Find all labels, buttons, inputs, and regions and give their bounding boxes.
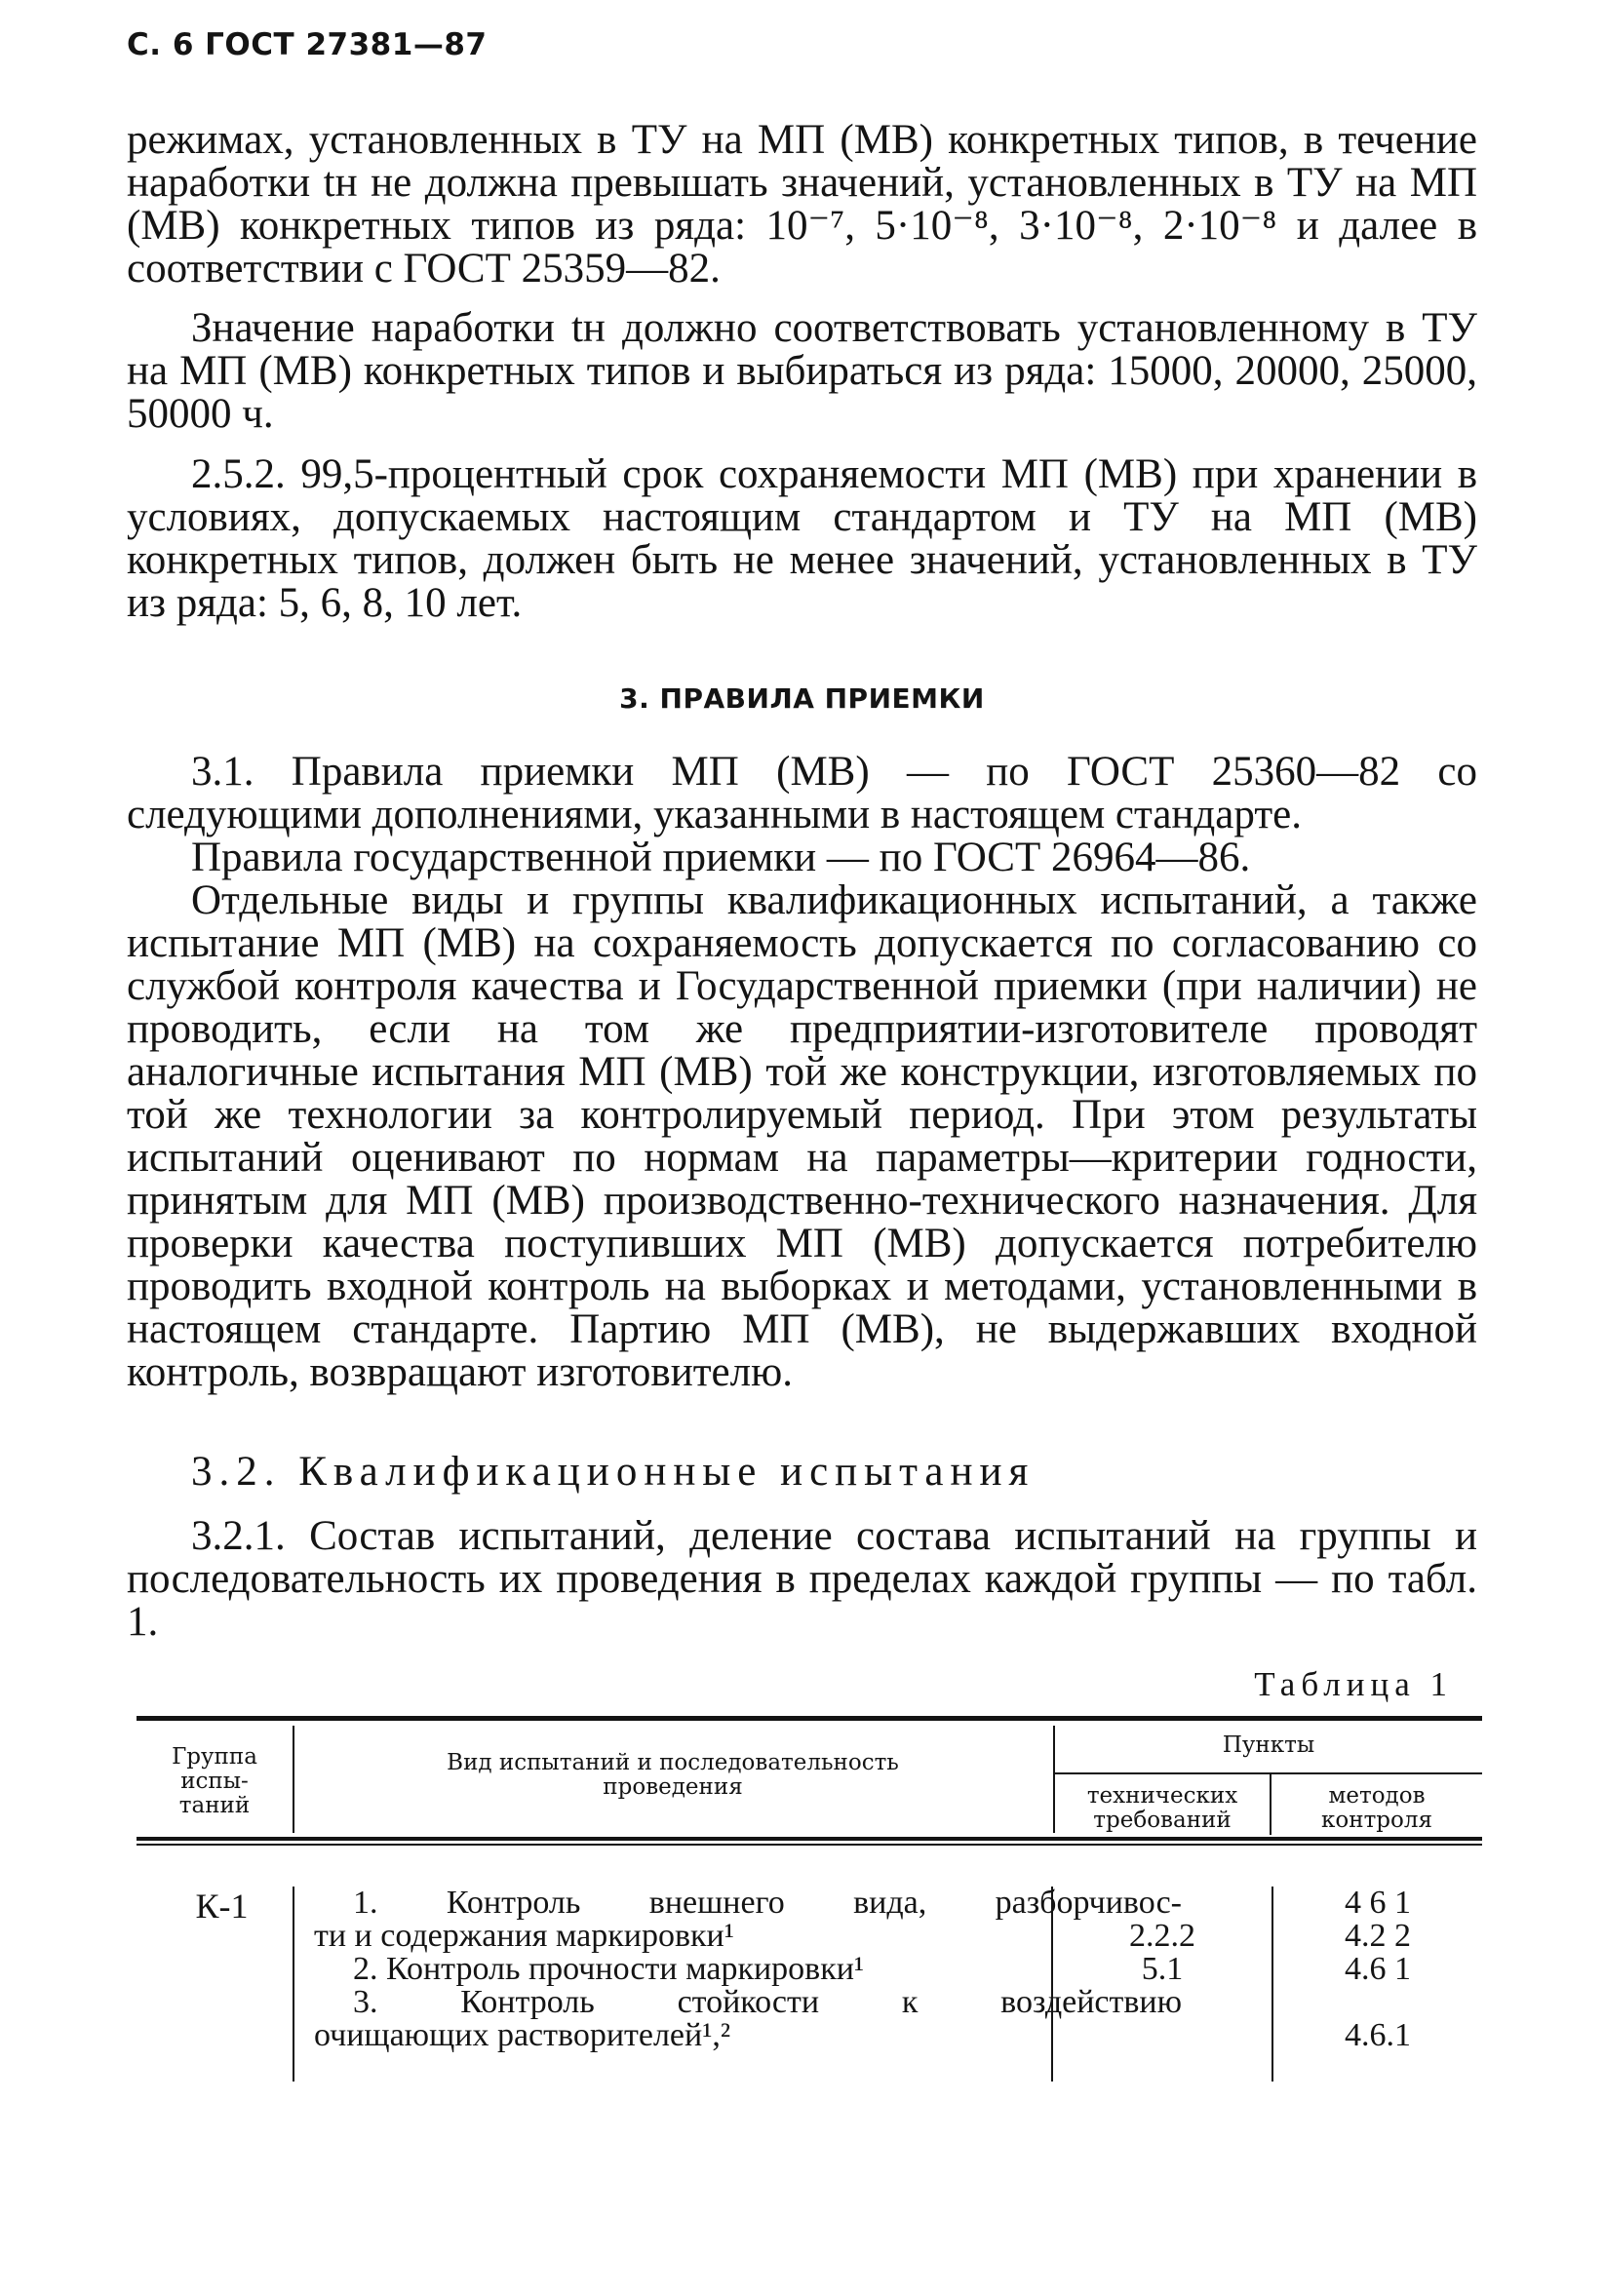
paragraph-2-5-2: 2.5.2. 99,5-процентный срок сохраняемости МП (МВ) при хранении в условиях, допускаемых настоящим стандартом и ТУ на МП (МВ) конкретных типов, должен быть не менее значений, установленных в ТУ из ряда: 5, 6, 8, 10 лет. bbox=[127, 451, 1477, 626]
tech-value bbox=[1055, 2019, 1270, 2052]
control-method-values bbox=[1273, 1887, 1482, 2052]
header-points: Пункты bbox=[1222, 1732, 1315, 1758]
tech-value: 2.2.2 bbox=[1129, 1918, 1195, 1954]
table-header-rule-2 bbox=[137, 1844, 1482, 1846]
subsection-title-3-2: 3.2. Квалификационные испытания bbox=[191, 1449, 1036, 1495]
paragraph-qualification-rules: Отдельные виды и группы квалификационных испытаний, а также испытание МП (МВ) на сохраняемость допускается по согласованию со службой контроля качества и Государственной приемки (при наличии) не проводить, если на том же предприятии-изготовителе проводят аналогичные испытания МП (МВ) той же конструкции, изготовляемых по той же технологии за контролируемый период. При этом результаты испытаний оценивают по нормам на параметры—критерии годности, принятым для МП (МВ) производственно-технического назначения. Для проверки качества поступивших МП (МВ) допускается потребителю проводить входной контроль на выборках и методами, установленными в настоящем стандарте. Партию МП (МВ), не выдержавших входной контроль, возвращают изготовителю. bbox=[127, 877, 1477, 1395]
tech-requirements-values bbox=[1055, 1887, 1270, 2052]
paragraph-operating-time: Значение наработки tн должно соответствовать установленному в ТУ на МП (МВ) конкретных типов и выбираться из ряда: 15000, 20000, 25000, 50000 ч. bbox=[127, 305, 1477, 437]
test-item-1: 1. Контроль внешнего вида, разборчивос- ти и содержания маркировки¹ bbox=[314, 1885, 1182, 1954]
test-list bbox=[314, 1887, 1182, 2052]
table-top-rule bbox=[137, 1716, 1482, 1721]
test-item-2: 2. Контроль прочности маркировки¹ bbox=[353, 1951, 865, 1987]
method-value: 4.2 2 bbox=[1345, 1918, 1411, 1954]
method-value: 4.6 1 bbox=[1345, 1951, 1411, 1987]
tech-value bbox=[1055, 1986, 1270, 2019]
header-group: Группа испы- таний bbox=[172, 1744, 257, 1818]
page-header: С. 6 ГОСТ 27381—87 bbox=[127, 27, 488, 62]
table-header-rule bbox=[137, 1837, 1482, 1841]
header-control-methods: методов контроля bbox=[1321, 1783, 1432, 1833]
cell-group-k1: К-1 bbox=[195, 1887, 249, 1926]
method-value: 4 6 1 bbox=[1345, 1885, 1411, 1921]
paragraph-continuation: режимах, установленных в ТУ на МП (МВ) конкретных типов, в течение наработки tн не должна превышать значений, установленных в ТУ на МП (МВ) конкретных типов из ряда: 10⁻⁷, 5·10⁻⁸, 3·10⁻⁸, 2·10⁻⁸ и далее в соответствии с ГОСТ 25359—82. bbox=[127, 117, 1477, 292]
table-caption: Таблица 1 bbox=[1254, 1665, 1453, 1703]
header-tech-requirements: технических требований bbox=[1086, 1783, 1238, 1833]
paragraph-state-acceptance: Правила государственной приемки — по ГОСТ 26964—86. bbox=[191, 835, 1251, 880]
tech-value bbox=[1055, 1887, 1270, 1920]
test-item-3: 3. Контроль стойкости к воздействию очищающих растворителей¹,² bbox=[314, 1984, 1182, 2053]
header-test-kind: Вид испытаний и последовательность проведения bbox=[447, 1750, 899, 1800]
section-heading: 3. ПРАВИЛА ПРИЕМКИ bbox=[619, 682, 985, 715]
table-vline-1 bbox=[293, 1726, 294, 1833]
table-points-rule bbox=[1055, 1772, 1482, 1774]
table-1 bbox=[137, 1716, 1482, 2106]
paragraph-3-2-1: 3.2.1. Состав испытаний, деление состава испытаний на группы и последовательность их проведения в пределах каждой группы — по табл. 1. bbox=[127, 1513, 1477, 1645]
method-value bbox=[1273, 1986, 1482, 2019]
method-value: 4.6.1 bbox=[1345, 2017, 1411, 2053]
paragraph-3-1: 3.1. Правила приемки МП (МВ) — по ГОСТ 25360—82 со следующими дополнениями, указанными в настоящем стандарте. bbox=[127, 749, 1477, 837]
tech-value: 5.1 bbox=[1141, 1951, 1184, 1987]
